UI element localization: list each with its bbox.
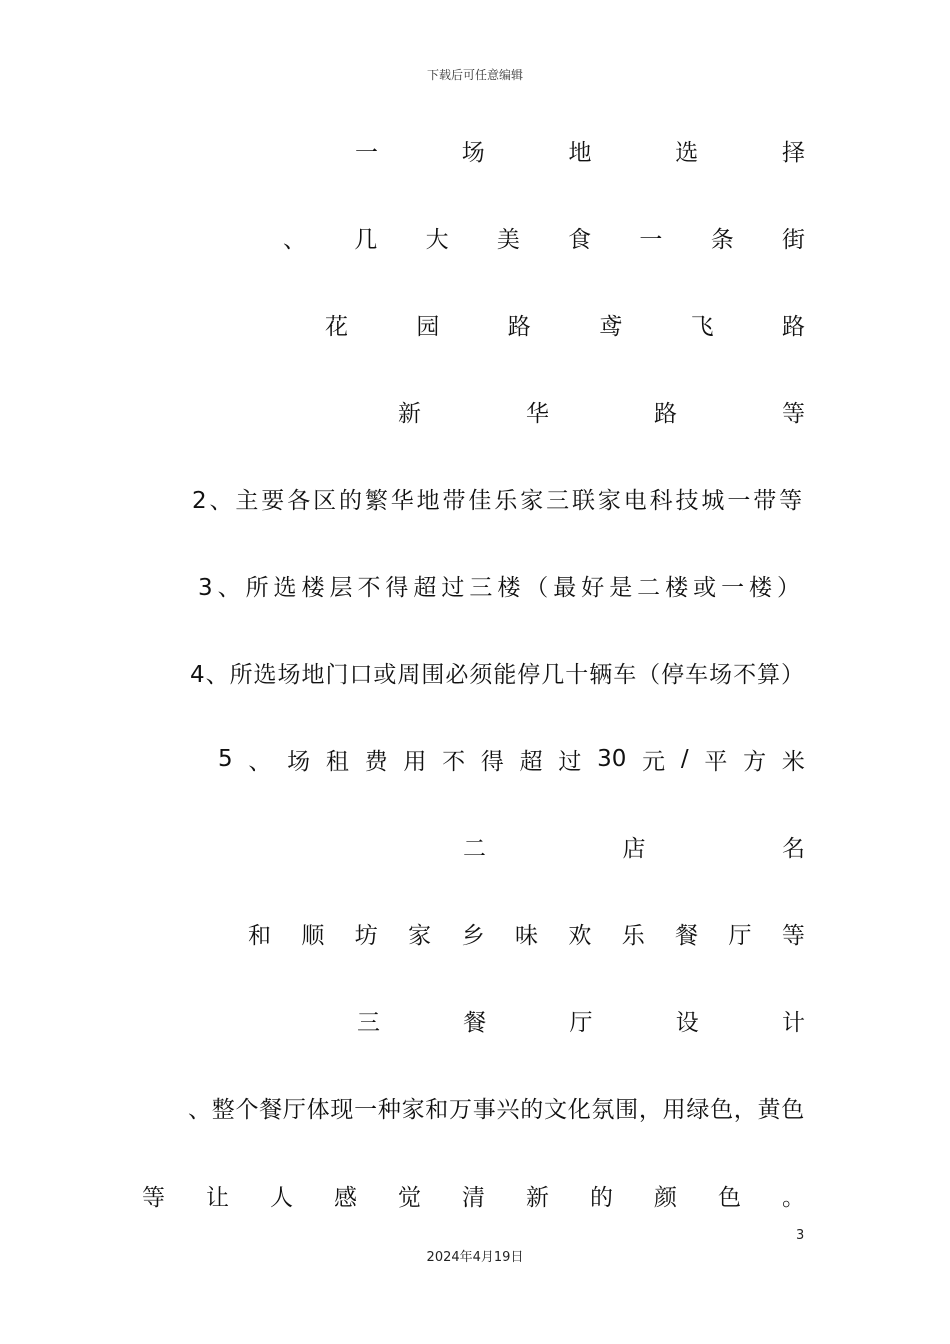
text-char: 三 bbox=[357, 1009, 380, 1036]
text-char: 街 bbox=[781, 226, 805, 253]
text-char: 。 bbox=[782, 1184, 805, 1211]
text-line bbox=[192, 478, 805, 518]
text-line bbox=[398, 391, 805, 431]
text-char: 园 bbox=[416, 313, 440, 340]
text-char: 元 bbox=[642, 748, 666, 775]
text-char: 得 bbox=[480, 748, 504, 775]
text-char: 颜 bbox=[654, 1184, 677, 1211]
text-char: 厅 bbox=[728, 922, 752, 949]
text-char: 二 bbox=[463, 835, 486, 862]
text-char: 、 bbox=[248, 748, 272, 775]
text-char: 地 bbox=[568, 139, 592, 166]
text-char: 店 bbox=[622, 835, 646, 862]
text-line bbox=[463, 826, 805, 866]
text-char: 一 bbox=[639, 226, 663, 253]
text-char: 几 bbox=[354, 226, 378, 253]
page-number: 3 bbox=[796, 1228, 805, 1243]
text-char: 餐 bbox=[463, 1009, 487, 1036]
text-char: 5 bbox=[218, 746, 233, 772]
text-line bbox=[325, 304, 805, 344]
text-char: 一 bbox=[355, 139, 378, 166]
text-char: 感 bbox=[334, 1184, 357, 1211]
text-char: 清 bbox=[462, 1184, 485, 1211]
text-char: 的 bbox=[590, 1184, 613, 1211]
text-line bbox=[188, 1087, 805, 1127]
text-char: 等 bbox=[142, 1184, 165, 1211]
text-line bbox=[357, 1000, 805, 1040]
text-char: 鸢 bbox=[599, 313, 623, 340]
text-char: 让 bbox=[206, 1184, 229, 1211]
text-char: 和 bbox=[248, 922, 271, 949]
text-run: 2、主要各区的繁华地带佳乐家三联家电科技城一带等 bbox=[192, 487, 805, 514]
text-char: 过 bbox=[558, 748, 582, 775]
text-line bbox=[218, 739, 805, 779]
text-char: 乡 bbox=[461, 922, 485, 949]
text-char: 大 bbox=[425, 226, 449, 253]
text-char: 觉 bbox=[398, 1184, 421, 1211]
text-char: 路 bbox=[507, 313, 531, 340]
text-char: 场 bbox=[287, 748, 311, 775]
text-char: 超 bbox=[519, 748, 543, 775]
text-char: 飞 bbox=[690, 313, 714, 340]
text-char: 乐 bbox=[621, 922, 645, 949]
text-char: 味 bbox=[514, 922, 538, 949]
text-char: 美 bbox=[496, 226, 520, 253]
text-char: 设 bbox=[675, 1009, 699, 1036]
text-char: 30 bbox=[597, 746, 627, 772]
text-run: 3、所选楼层不得超过三楼（最好是二楼或一楼） bbox=[198, 574, 805, 601]
text-char: 米 bbox=[781, 748, 805, 775]
text-char: / bbox=[680, 746, 689, 772]
text-run: 4、所选场地门口或周围必须能停几十辆车（停车场不算） bbox=[190, 661, 805, 688]
text-char: 平 bbox=[704, 748, 728, 775]
text-char: 名 bbox=[782, 835, 805, 862]
text-char: 择 bbox=[782, 139, 805, 166]
text-char: 、 bbox=[283, 226, 306, 253]
text-char: 用 bbox=[403, 748, 427, 775]
text-char: 条 bbox=[710, 226, 734, 253]
text-char: 坊 bbox=[354, 922, 378, 949]
text-char: 华 bbox=[526, 400, 549, 427]
text-char: 欢 bbox=[568, 922, 592, 949]
page-footer-date: 2024年4月19日 bbox=[426, 1250, 524, 1265]
text-char: 场 bbox=[461, 139, 485, 166]
text-line bbox=[355, 130, 805, 170]
text-line bbox=[198, 565, 805, 605]
text-run: 、整个餐厅体现一种家和万事兴的文化氛围，用绿色，黄色 bbox=[188, 1096, 805, 1123]
text-char: 等 bbox=[781, 922, 805, 949]
text-char: 厅 bbox=[569, 1009, 593, 1036]
text-char: 选 bbox=[675, 139, 699, 166]
text-char: 色 bbox=[718, 1184, 741, 1211]
text-char: 家 bbox=[408, 922, 432, 949]
text-char: 人 bbox=[270, 1184, 293, 1211]
text-char: 食 bbox=[568, 226, 592, 253]
text-char: 不 bbox=[442, 748, 466, 775]
text-char: 方 bbox=[743, 748, 767, 775]
text-char: 租 bbox=[325, 748, 349, 775]
text-char: 新 bbox=[526, 1184, 549, 1211]
page-header: 下载后可任意编辑 bbox=[426, 68, 523, 82]
text-line bbox=[248, 913, 805, 953]
text-char: 餐 bbox=[675, 922, 699, 949]
text-char: 计 bbox=[782, 1009, 805, 1036]
text-line bbox=[190, 652, 805, 692]
text-char: 等 bbox=[782, 400, 805, 427]
text-char: 路 bbox=[781, 313, 805, 340]
text-char: 顺 bbox=[301, 922, 325, 949]
text-char: 路 bbox=[654, 400, 677, 427]
text-char: 新 bbox=[398, 400, 421, 427]
text-char: 花 bbox=[325, 313, 348, 340]
text-char: 费 bbox=[364, 748, 388, 775]
text-line bbox=[142, 1175, 805, 1215]
text-line bbox=[283, 217, 805, 257]
